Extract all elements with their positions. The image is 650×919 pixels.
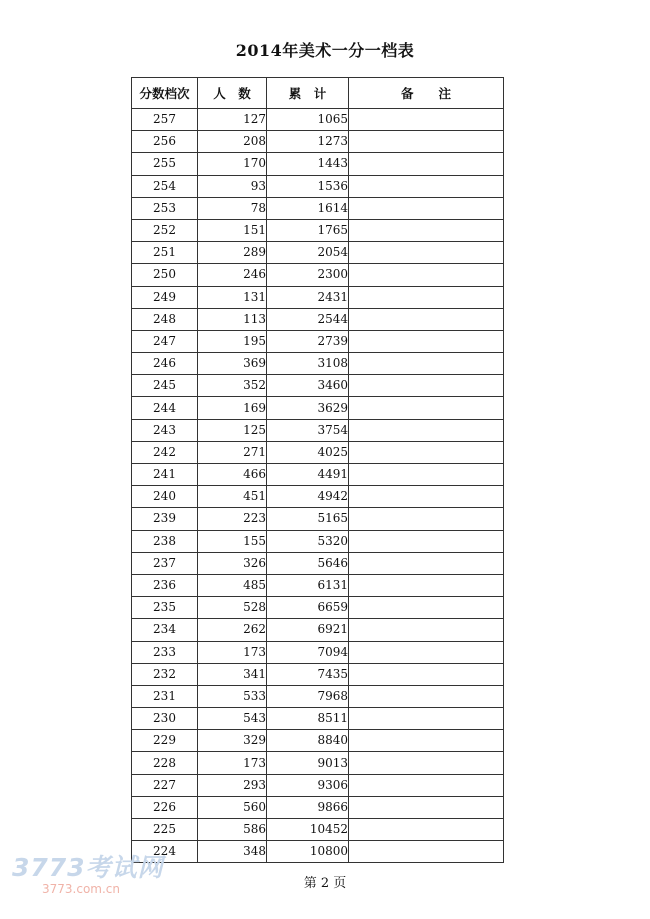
score-cell: 248 bbox=[132, 308, 198, 330]
cumulative-cell: 3108 bbox=[267, 353, 349, 375]
remarks-cell bbox=[349, 353, 504, 375]
cumulative-cell: 2300 bbox=[267, 264, 349, 286]
count-cell: 223 bbox=[198, 508, 267, 530]
table-header-row bbox=[132, 78, 504, 109]
cumulative-cell: 2544 bbox=[267, 308, 349, 330]
count-cell: 170 bbox=[198, 153, 267, 175]
table-row bbox=[132, 308, 504, 330]
count-cell: 528 bbox=[198, 597, 267, 619]
table-row bbox=[132, 419, 504, 441]
count-cell: 485 bbox=[198, 574, 267, 596]
table-row bbox=[132, 819, 504, 841]
remarks-cell bbox=[349, 219, 504, 241]
cumulative-cell: 6921 bbox=[267, 619, 349, 641]
count-cell: 289 bbox=[198, 242, 267, 264]
remarks-cell bbox=[349, 663, 504, 685]
score-cell: 235 bbox=[132, 597, 198, 619]
count-cell: 586 bbox=[198, 819, 267, 841]
cumulative-cell: 8840 bbox=[267, 730, 349, 752]
score-cell: 257 bbox=[132, 109, 198, 131]
remarks-cell bbox=[349, 308, 504, 330]
score-cell: 244 bbox=[132, 397, 198, 419]
remarks-cell bbox=[349, 752, 504, 774]
remarks-cell bbox=[349, 552, 504, 574]
cumulative-cell: 3629 bbox=[267, 397, 349, 419]
score-cell: 234 bbox=[132, 619, 198, 641]
table-row bbox=[132, 109, 504, 131]
count-cell: 329 bbox=[198, 730, 267, 752]
score-cell: 237 bbox=[132, 552, 198, 574]
score-cell: 230 bbox=[132, 708, 198, 730]
remarks-cell bbox=[349, 486, 504, 508]
score-cell: 231 bbox=[132, 685, 198, 707]
score-cell: 229 bbox=[132, 730, 198, 752]
watermark-main-text: 3773考试网 bbox=[12, 853, 164, 882]
table-body bbox=[132, 109, 504, 863]
cumulative-cell: 6659 bbox=[267, 597, 349, 619]
score-cell: 254 bbox=[132, 175, 198, 197]
score-cell: 243 bbox=[132, 419, 198, 441]
cumulative-cell: 10800 bbox=[267, 841, 349, 863]
cumulative-cell: 1443 bbox=[267, 153, 349, 175]
table-row bbox=[132, 597, 504, 619]
table-row bbox=[132, 486, 504, 508]
count-cell: 169 bbox=[198, 397, 267, 419]
header-score-level: 分数档次 bbox=[132, 78, 198, 109]
count-cell: 262 bbox=[198, 619, 267, 641]
score-cell: 236 bbox=[132, 574, 198, 596]
cumulative-cell: 8511 bbox=[267, 708, 349, 730]
table-row bbox=[132, 641, 504, 663]
cumulative-cell: 1536 bbox=[267, 175, 349, 197]
count-cell: 543 bbox=[198, 708, 267, 730]
count-cell: 78 bbox=[198, 197, 267, 219]
cumulative-cell: 4491 bbox=[267, 464, 349, 486]
table-row bbox=[132, 175, 504, 197]
count-cell: 173 bbox=[198, 641, 267, 663]
table-row bbox=[132, 530, 504, 552]
count-cell: 246 bbox=[198, 264, 267, 286]
score-cell: 251 bbox=[132, 242, 198, 264]
remarks-cell bbox=[349, 153, 504, 175]
score-cell: 255 bbox=[132, 153, 198, 175]
count-cell: 293 bbox=[198, 774, 267, 796]
count-cell: 131 bbox=[198, 286, 267, 308]
remarks-cell bbox=[349, 730, 504, 752]
header-cumulative: 累 计 bbox=[267, 78, 349, 109]
table-row bbox=[132, 841, 504, 863]
score-cell: 242 bbox=[132, 441, 198, 463]
table-row bbox=[132, 397, 504, 419]
watermark-sub-text: 3773.com.cn bbox=[42, 882, 120, 896]
remarks-cell bbox=[349, 419, 504, 441]
count-cell: 533 bbox=[198, 685, 267, 707]
table-row bbox=[132, 441, 504, 463]
cumulative-cell: 2739 bbox=[267, 330, 349, 352]
score-cell: 239 bbox=[132, 508, 198, 530]
score-cell: 226 bbox=[132, 796, 198, 818]
table-row bbox=[132, 552, 504, 574]
cumulative-cell: 5165 bbox=[267, 508, 349, 530]
table-row bbox=[132, 752, 504, 774]
count-cell: 151 bbox=[198, 219, 267, 241]
score-cell: 238 bbox=[132, 530, 198, 552]
table-row bbox=[132, 242, 504, 264]
remarks-cell bbox=[349, 597, 504, 619]
score-cell: 227 bbox=[132, 774, 198, 796]
cumulative-cell: 7968 bbox=[267, 685, 349, 707]
table-row bbox=[132, 153, 504, 175]
cumulative-cell: 3460 bbox=[267, 375, 349, 397]
remarks-cell bbox=[349, 819, 504, 841]
table-row bbox=[132, 619, 504, 641]
score-cell: 252 bbox=[132, 219, 198, 241]
table-row bbox=[132, 197, 504, 219]
score-cell: 241 bbox=[132, 464, 198, 486]
table-row bbox=[132, 330, 504, 352]
score-cell: 224 bbox=[132, 841, 198, 863]
count-cell: 341 bbox=[198, 663, 267, 685]
cumulative-cell: 2431 bbox=[267, 286, 349, 308]
remarks-cell bbox=[349, 330, 504, 352]
remarks-cell bbox=[349, 109, 504, 131]
score-cell: 253 bbox=[132, 197, 198, 219]
header-remarks: 备 注 bbox=[349, 78, 504, 109]
page-title: 2014年美术一分一档表 bbox=[235, 41, 415, 60]
score-cell: 249 bbox=[132, 286, 198, 308]
remarks-cell bbox=[349, 375, 504, 397]
count-cell: 271 bbox=[198, 441, 267, 463]
remarks-cell bbox=[349, 264, 504, 286]
table-row bbox=[132, 796, 504, 818]
table-row bbox=[132, 708, 504, 730]
count-cell: 125 bbox=[198, 419, 267, 441]
score-cell: 225 bbox=[132, 819, 198, 841]
cumulative-cell: 2054 bbox=[267, 242, 349, 264]
table-row bbox=[132, 685, 504, 707]
count-cell: 560 bbox=[198, 796, 267, 818]
cumulative-cell: 1065 bbox=[267, 109, 349, 131]
remarks-cell bbox=[349, 441, 504, 463]
remarks-cell bbox=[349, 641, 504, 663]
remarks-cell bbox=[349, 574, 504, 596]
remarks-cell bbox=[349, 464, 504, 486]
cumulative-cell: 6131 bbox=[267, 574, 349, 596]
count-cell: 352 bbox=[198, 375, 267, 397]
table-row bbox=[132, 353, 504, 375]
count-cell: 348 bbox=[198, 841, 267, 863]
table-row bbox=[132, 663, 504, 685]
remarks-cell bbox=[349, 774, 504, 796]
cumulative-cell: 7094 bbox=[267, 641, 349, 663]
count-cell: 451 bbox=[198, 486, 267, 508]
cumulative-cell: 4025 bbox=[267, 441, 349, 463]
table-row bbox=[132, 574, 504, 596]
count-cell: 113 bbox=[198, 308, 267, 330]
count-cell: 326 bbox=[198, 552, 267, 574]
score-cell: 228 bbox=[132, 752, 198, 774]
count-cell: 93 bbox=[198, 175, 267, 197]
remarks-cell bbox=[349, 619, 504, 641]
cumulative-cell: 10452 bbox=[267, 819, 349, 841]
count-cell: 208 bbox=[198, 131, 267, 153]
score-cell: 232 bbox=[132, 663, 198, 685]
cumulative-cell: 1273 bbox=[267, 131, 349, 153]
table-row bbox=[132, 264, 504, 286]
remarks-cell bbox=[349, 841, 504, 863]
remarks-cell bbox=[349, 508, 504, 530]
cumulative-cell: 9306 bbox=[267, 774, 349, 796]
table-row bbox=[132, 219, 504, 241]
cumulative-cell: 3754 bbox=[267, 419, 349, 441]
remarks-cell bbox=[349, 175, 504, 197]
score-cell: 256 bbox=[132, 131, 198, 153]
table-row bbox=[132, 375, 504, 397]
cumulative-cell: 9013 bbox=[267, 752, 349, 774]
score-cell: 245 bbox=[132, 375, 198, 397]
score-table bbox=[131, 77, 504, 863]
table-row bbox=[132, 131, 504, 153]
remarks-cell bbox=[349, 242, 504, 264]
cumulative-cell: 5320 bbox=[267, 530, 349, 552]
remarks-cell bbox=[349, 530, 504, 552]
table-row bbox=[132, 286, 504, 308]
score-cell: 240 bbox=[132, 486, 198, 508]
cumulative-cell: 7435 bbox=[267, 663, 349, 685]
cumulative-cell: 9866 bbox=[267, 796, 349, 818]
table-row bbox=[132, 508, 504, 530]
remarks-cell bbox=[349, 708, 504, 730]
count-cell: 369 bbox=[198, 353, 267, 375]
score-cell: 246 bbox=[132, 353, 198, 375]
remarks-cell bbox=[349, 796, 504, 818]
remarks-cell bbox=[349, 197, 504, 219]
score-cell: 233 bbox=[132, 641, 198, 663]
count-cell: 173 bbox=[198, 752, 267, 774]
header-count: 人 数 bbox=[198, 78, 267, 109]
remarks-cell bbox=[349, 131, 504, 153]
remarks-cell bbox=[349, 685, 504, 707]
cumulative-cell: 1614 bbox=[267, 197, 349, 219]
score-cell: 250 bbox=[132, 264, 198, 286]
table-row bbox=[132, 730, 504, 752]
page-number: 第 2 页 bbox=[303, 876, 347, 891]
table-row bbox=[132, 774, 504, 796]
count-cell: 155 bbox=[198, 530, 267, 552]
remarks-cell bbox=[349, 397, 504, 419]
score-cell: 247 bbox=[132, 330, 198, 352]
count-cell: 466 bbox=[198, 464, 267, 486]
table-row bbox=[132, 464, 504, 486]
cumulative-cell: 4942 bbox=[267, 486, 349, 508]
cumulative-cell: 1765 bbox=[267, 219, 349, 241]
remarks-cell bbox=[349, 286, 504, 308]
cumulative-cell: 5646 bbox=[267, 552, 349, 574]
count-cell: 127 bbox=[198, 109, 267, 131]
count-cell: 195 bbox=[198, 330, 267, 352]
